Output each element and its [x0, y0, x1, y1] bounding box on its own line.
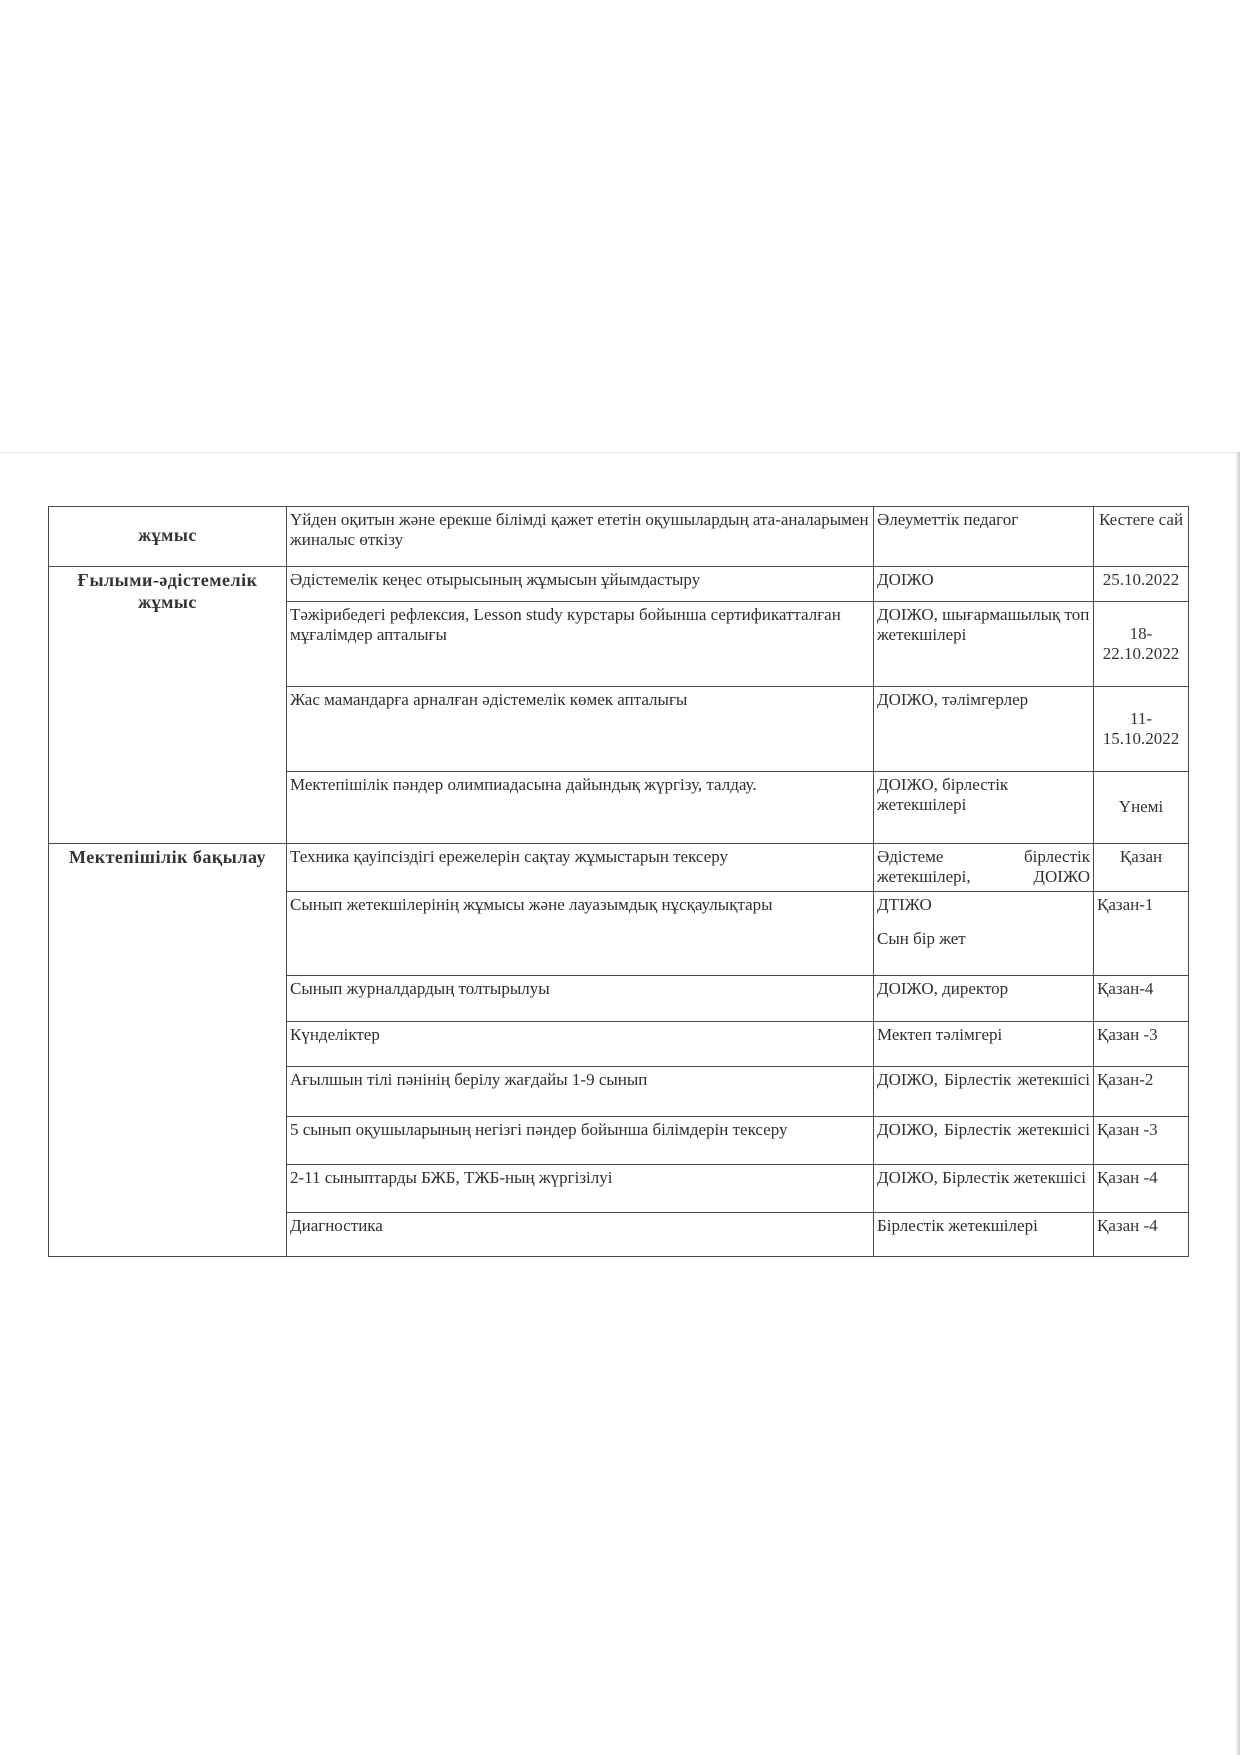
- task-cell: Үйден оқитын және ерекше білімді қажет ететін оқушылардың ата-аналарымен жиналыс өткізу: [287, 507, 874, 567]
- date-cell: Қазан -4: [1094, 1212, 1189, 1256]
- task-cell: Жас мамандарға арналған әдістемелік көмек апталығы: [287, 687, 874, 772]
- responsible-cell: Әдістеме бірлестік жетекшілері, ДОІЖО: [874, 844, 1094, 892]
- task-cell: 2-11 сыныптарды БЖБ, ТЖБ-ның жүргізілуі: [287, 1164, 874, 1212]
- date-cell: Қазан -3: [1094, 1116, 1189, 1164]
- date-cell: Қазан -3: [1094, 1021, 1189, 1066]
- responsible-cell: ДОІЖО, директор: [874, 975, 1094, 1021]
- responsible-cell: ДОІЖО: [874, 567, 1094, 602]
- date-cell: 11-15.10.2022: [1094, 687, 1189, 772]
- date-cell: Кестеге сай: [1094, 507, 1189, 567]
- responsible-line: Сын бір жет: [877, 929, 966, 949]
- task-cell: 5 сынып оқушыларының негізгі пәндер бойынша білімдерін тексеру: [287, 1116, 874, 1164]
- task-cell: Мектепішілік пәндер олимпиадасына дайындық жүргізу, талдау.: [287, 772, 874, 844]
- section-cell-control: Мектепішілік бақылау: [49, 844, 287, 1257]
- date-cell: Қазан-2: [1094, 1066, 1189, 1116]
- work-plan-table: [48, 506, 1189, 1257]
- date-cell: Қазан-1: [1094, 891, 1189, 975]
- task-cell: Диагностика: [287, 1212, 874, 1256]
- responsible-cell: ДОІЖО, Бірлестік жетекшісі: [874, 1164, 1094, 1212]
- responsible-cell: ДОІЖО, шығармашылық топ жетекшілері: [874, 602, 1094, 687]
- responsible-cell: [874, 891, 1094, 975]
- date-cell: 25.10.2022: [1094, 567, 1189, 602]
- table-row: [49, 507, 1189, 567]
- scan-right-edge: [1236, 452, 1240, 1755]
- date-cell: 18-22.10.2022: [1094, 602, 1189, 687]
- task-cell: Ағылшын тілі пәнінің берілу жағдайы 1-9 сынып: [287, 1066, 874, 1116]
- responsible-cell: ДОІЖО, Бірлестік жетекшісі: [874, 1116, 1094, 1164]
- responsible-cell: ДОІЖО, бірлестік жетекшілері: [874, 772, 1094, 844]
- responsible-cell: ДОІЖО, Бірлестік жетекшісі: [874, 1066, 1094, 1116]
- date-cell: Қазан: [1094, 844, 1189, 892]
- task-cell: Сынып журналдардың толтырылуы: [287, 975, 874, 1021]
- date-cell: Қазан -4: [1094, 1164, 1189, 1212]
- section-cell-methodical: Ғылыми-әдістемелік жұмыс: [49, 567, 287, 844]
- section-cell-prev: жұмыс: [49, 507, 287, 567]
- task-cell: Тәжірибедегі рефлексия, Lesson study курстары бойынша сертификатталған мұғалімдер апталығы: [287, 602, 874, 687]
- responsible-cell: Мектеп тәлімгері: [874, 1021, 1094, 1066]
- table-row: [49, 567, 1189, 602]
- date-cell: Үнемі: [1094, 772, 1189, 844]
- task-cell: Әдістемелік кеңес отырысының жұмысын ұйымдастыру: [287, 567, 874, 602]
- task-cell: Күнделіктер: [287, 1021, 874, 1066]
- responsible-cell: Бірлестік жетекшілері: [874, 1212, 1094, 1256]
- table-row: [49, 844, 1189, 892]
- task-cell: Техника қауіпсіздігі ережелерін сақтау жұмыстарын тексеру: [287, 844, 874, 892]
- date-cell: Қазан-4: [1094, 975, 1189, 1021]
- task-cell: Сынып жетекшілерінің жұмысы және лауазымдық нұсқаулықтары: [287, 891, 874, 975]
- responsible-cell: Әлеуметтік педагог: [874, 507, 1094, 567]
- scan-page-edge: [0, 452, 1240, 453]
- responsible-cell: ДОІЖО, тәлімгерлер: [874, 687, 1094, 772]
- responsible-line: ДТІЖО: [877, 894, 932, 914]
